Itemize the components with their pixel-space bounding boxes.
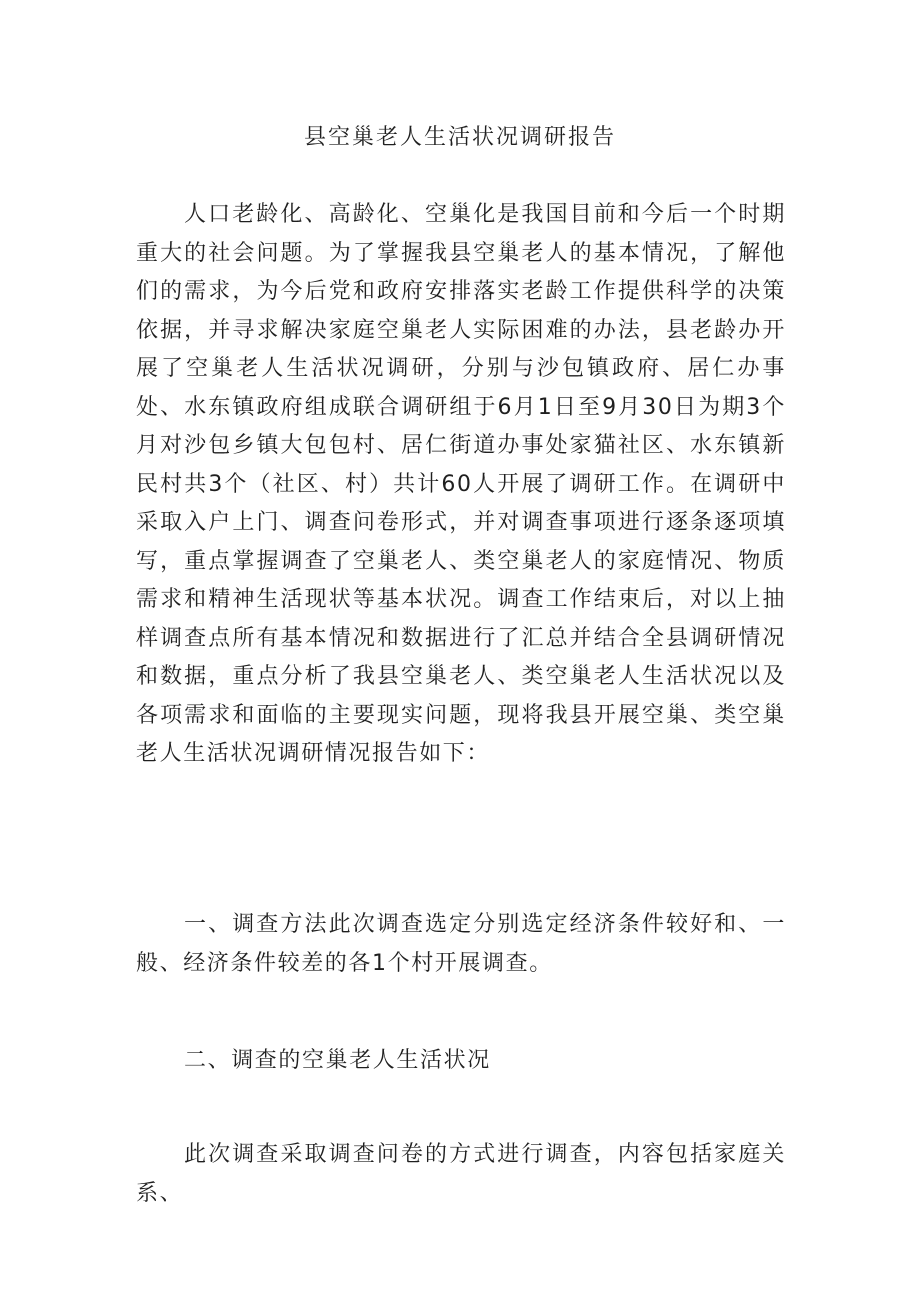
paragraph-intro: 人口老龄化、高龄化、空巢化是我国目前和今后一个时期重大的社会问题。为了掌握我县空巢老人的基本情况，了解他们的需求，为今后党和政府安排落实老龄工作提供科学的决策依据，并寻求解决家庭空巢老人实际困难的办法，县老龄办开展了空巢老人生活状况调研，分别与沙包镇政府、居仁办事处、水东镇政府组成联合调研组于6月1日至9月30日为期3个月对沙包乡镇大包包村、居仁街道办事处家猫社区、水东镇新民村共3个（社区、村）共计60人开展了调研工作。在调研中采取入户上门、调查问卷形式，并对调查事项进行逐条逐项填写，重点掌握调查了空巢老人、类空巢老人的家庭情况、物质需求和精神生活现状等基本状况。调查工作结束后，对以上抽样调查点所有基本情况和数据进行了汇总并结合全县调研情况和数据，重点分析了我县空巢老人、类空巢老人生活状况以及各项需求和面临的主要现实问题，现将我县开展空巢、类空巢老人生活状况调研情况报告如下：: [136, 202, 786, 766]
section-heading-living-status: 二、调查的空巢老人生活状况: [184, 1048, 491, 1073]
document-title: 县空巢老人生活状况调研报告: [303, 125, 616, 150]
paragraph-survey-method: 一、调查方法此次调查选定分别选定经济条件较好和、一般、经济条件较差的各1个村开展调查。: [136, 912, 786, 976]
paragraph-survey-content: 此次调查采取调查问卷的方式进行调查，内容包括家庭关系、: [136, 1142, 786, 1206]
